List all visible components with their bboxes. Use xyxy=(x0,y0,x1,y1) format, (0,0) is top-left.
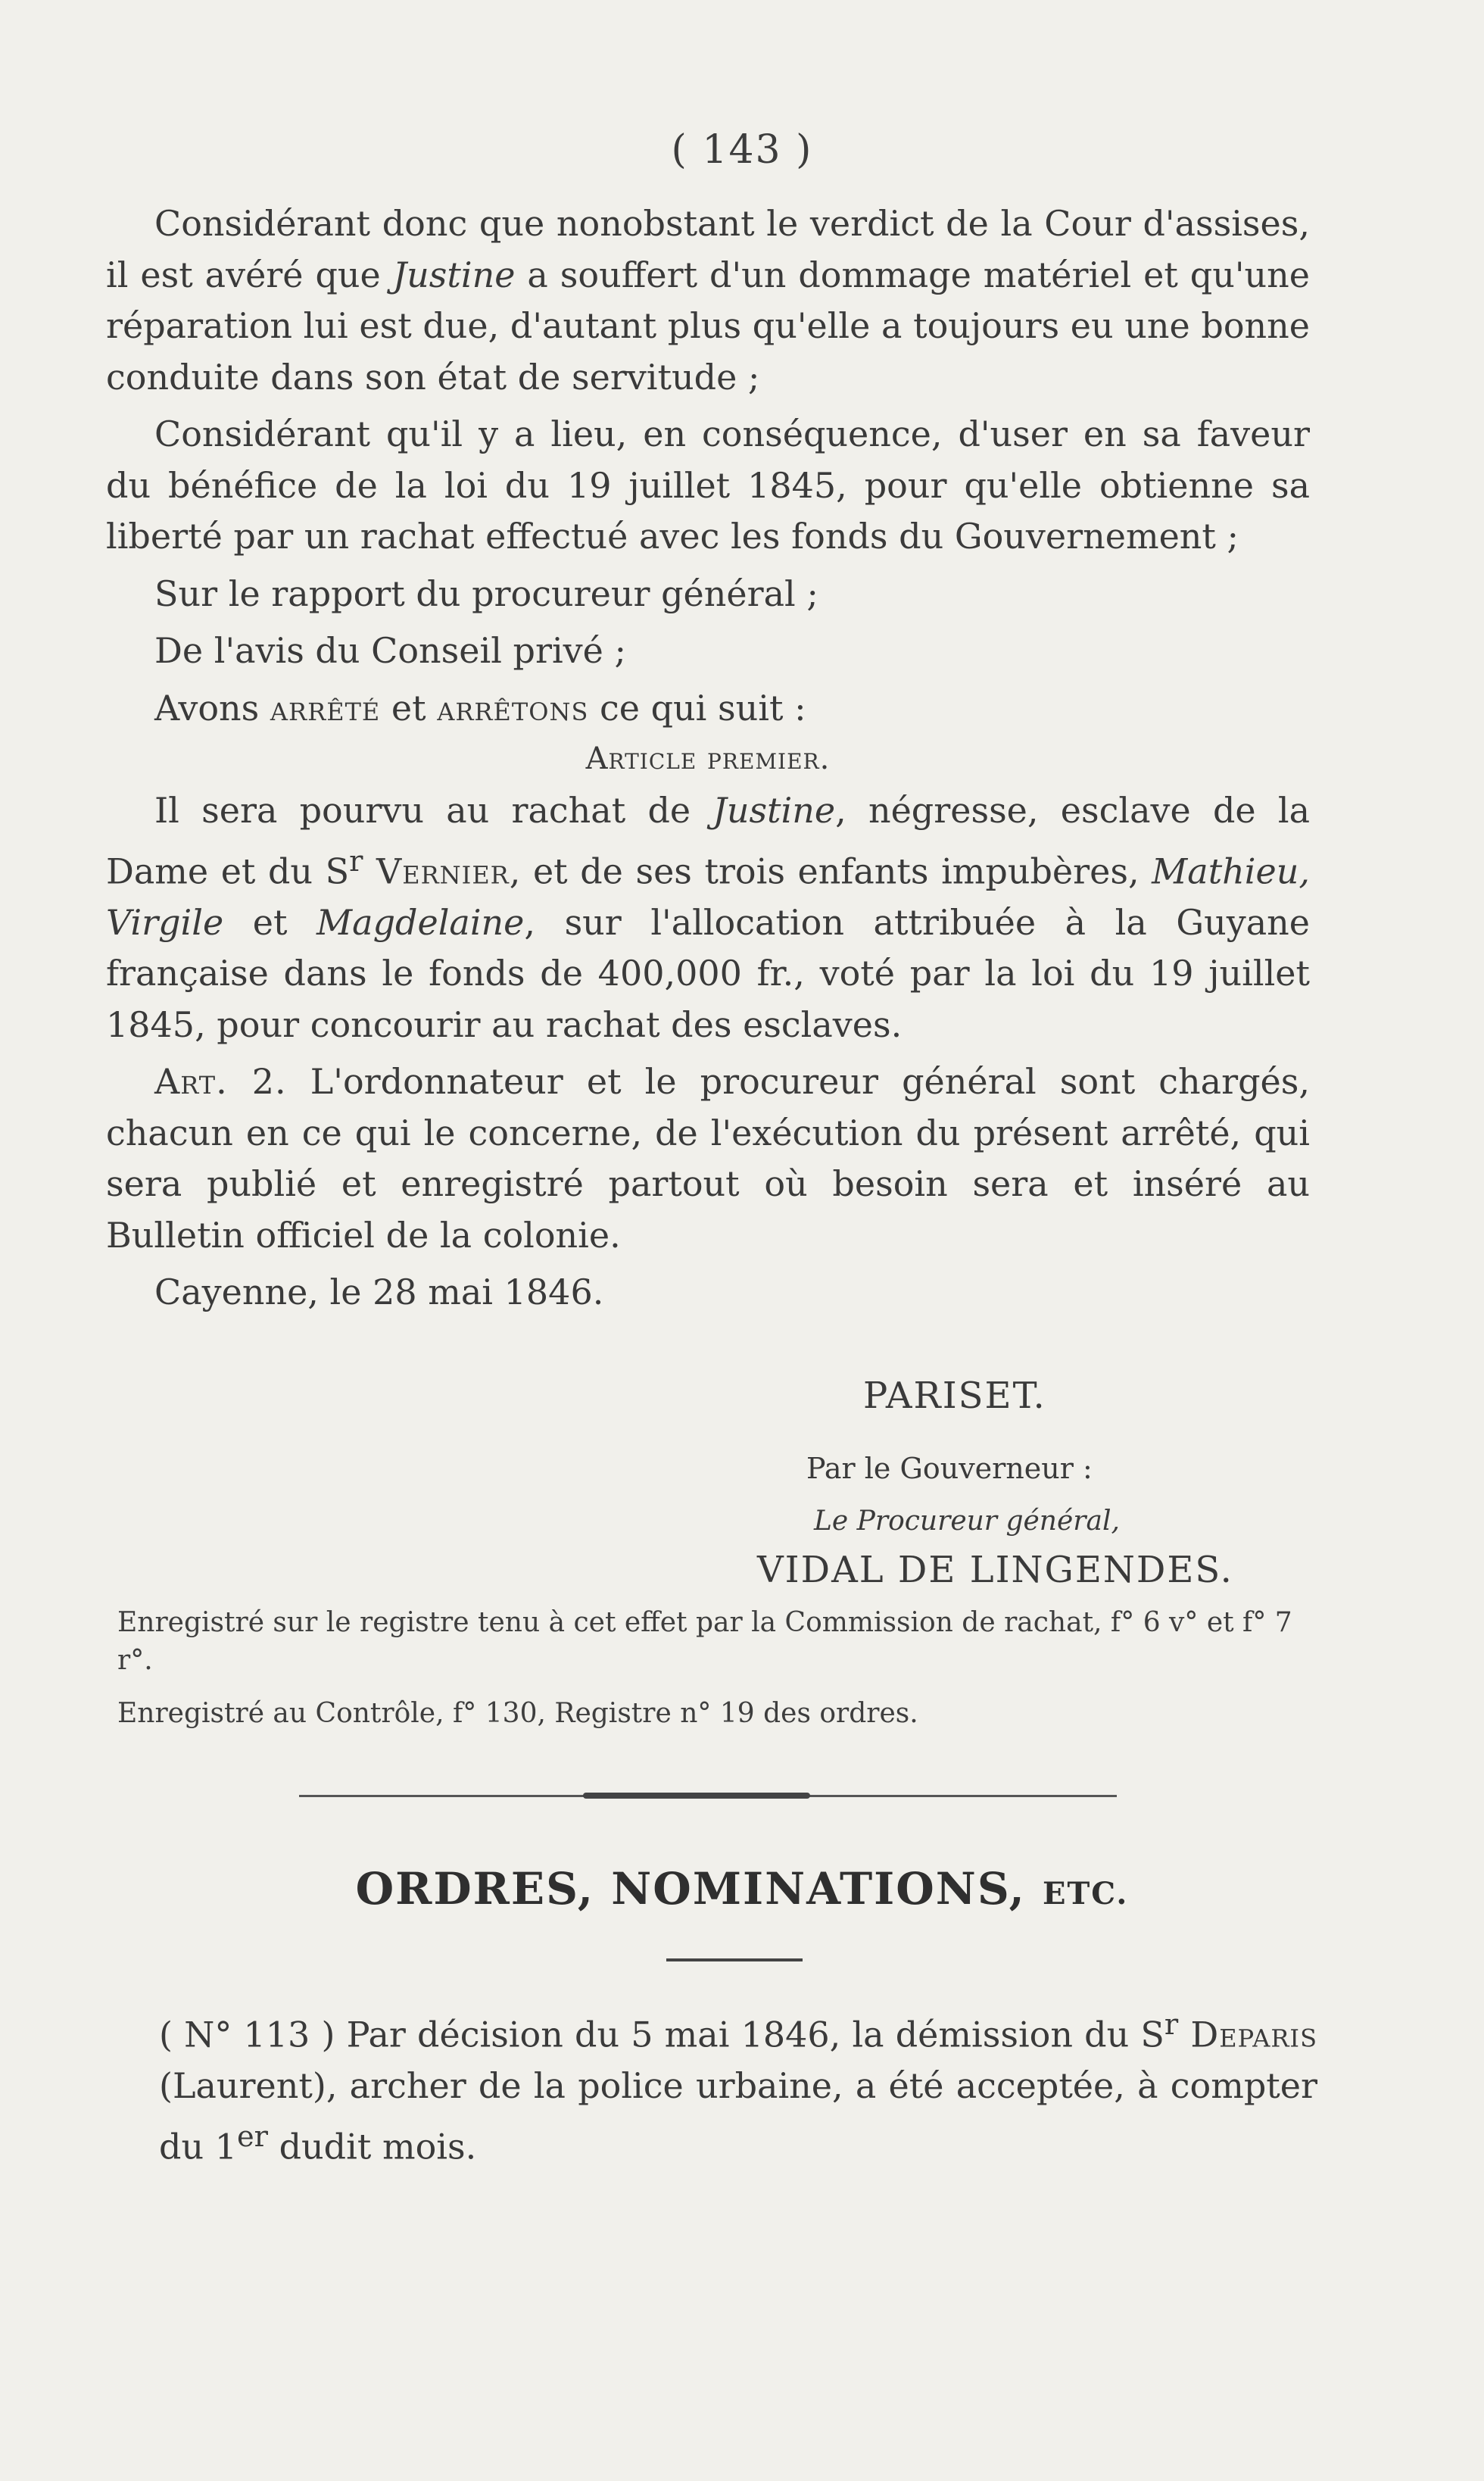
decree-body xyxy=(106,198,1310,1319)
text-span: ce qui suit : xyxy=(588,687,806,729)
section-underline xyxy=(666,1958,803,1961)
text-span: , négresse, esclave de la Dame et du S xyxy=(106,789,1310,892)
text-span: , sur l'allocation attribuée à la Guyane française dans le fonds de 400,000 fr., voté par la loi du 19 juillet 1845, pour concourir au rachat des esclaves. xyxy=(106,901,1310,1045)
paragraph-avons-arrete xyxy=(106,683,1310,735)
decision-113 xyxy=(159,1999,1317,2173)
superscript: r xyxy=(349,844,363,878)
name-justine: Justine xyxy=(712,789,836,831)
page-number: ( 143 ) xyxy=(671,127,813,173)
paragraph-avis: De l'avis du Conseil privé ; xyxy=(154,630,626,671)
text-span: Par décision du 5 mai 1846, la démission du S xyxy=(335,2014,1164,2055)
decision-number: ( N° 113 ) xyxy=(159,2014,335,2055)
article-2-label: Art. 2. xyxy=(154,1061,287,1103)
text-span: arrêtons xyxy=(437,687,589,729)
name-children: Mathieu, Virgile xyxy=(106,850,1310,943)
text-span: et xyxy=(223,901,317,943)
article-heading: Article premier. xyxy=(585,741,831,776)
section-title xyxy=(0,1863,1484,1915)
name-vernier: Vernier xyxy=(363,850,510,892)
signature-title: Le Procureur général, xyxy=(814,1506,1120,1537)
text-span: Considérant donc que nonobstant le verdict de la Cour d'assises, il est avéré que xyxy=(106,203,1310,295)
text-span: et xyxy=(380,687,438,729)
paragraph-article-1 xyxy=(106,785,1310,1051)
name-magdelaine: Magdelaine xyxy=(316,901,525,943)
superscript: er xyxy=(236,2120,268,2155)
name-justine: Justine xyxy=(392,254,516,295)
text-span: Il sera pourvu au rachat de xyxy=(154,789,713,831)
text-span: a souffert d'un dommage matériel et qu'une réparation lui est due, d'autant plus qu'elle a toujours eu une bonne conduite dans son état de servitude ; xyxy=(106,254,1310,398)
text-span: L'ordonnateur et le procureur général sont chargés, chacun en ce qui le concerne, de l'exécution du présent arrêté, qui sera publié et enregistré partout où besoin sera et inséré au Bulletin officiel de la colonie. xyxy=(106,1061,1310,1256)
paragraph-considerant-1 xyxy=(106,198,1310,403)
section-title-text: ORDRES, NOMINATIONS, xyxy=(355,1863,1026,1915)
text-span: dudit mois. xyxy=(267,2126,477,2167)
paragraph-rapport: Sur le rapport du procureur général ; xyxy=(154,573,818,614)
signature-prosecutor: VIDAL DE LINGENDES. xyxy=(757,1549,1233,1591)
paragraph-considerant-2: Considérant qu'il y a lieu, en conséquence, d'user en sa faveur du bénéfice de la loi du 19 juillet 1845, pour qu'elle obtienne sa liberté par un rachat effectué avec les fonds du Gouvernement ; xyxy=(106,414,1310,557)
text-span: arrêté xyxy=(270,687,381,729)
name-deparis: Deparis xyxy=(1178,2014,1317,2055)
paragraph-article-2 xyxy=(106,1056,1310,1261)
section-divider-ornament xyxy=(583,1793,810,1799)
signature-by: Par le Gouverneur : xyxy=(806,1452,1093,1485)
text-span: (Laurent), archer de la police urbaine, a été acceptée, à compter du 1 xyxy=(159,2064,1317,2167)
superscript: r xyxy=(1164,2008,1179,2042)
text-span: , et de ses trois enfants impubères, xyxy=(509,850,1152,892)
text-span: Avons xyxy=(154,687,270,729)
decision-text xyxy=(159,1999,1317,2173)
signature-governor: PARISET. xyxy=(863,1375,1046,1417)
section-title-etc: ETC. xyxy=(1043,1876,1129,1911)
paragraph-date: Cayenne, le 28 mai 1846. xyxy=(154,1272,604,1313)
registration-line-2: Enregistré au Contrôle, f° 130, Registre n° 19 des ordres. xyxy=(117,1698,918,1729)
registration-line-1: Enregistré sur le registre tenu à cet effet par la Commission de rachat, f° 6 v° et f° 7 r°. xyxy=(117,1607,1292,1676)
